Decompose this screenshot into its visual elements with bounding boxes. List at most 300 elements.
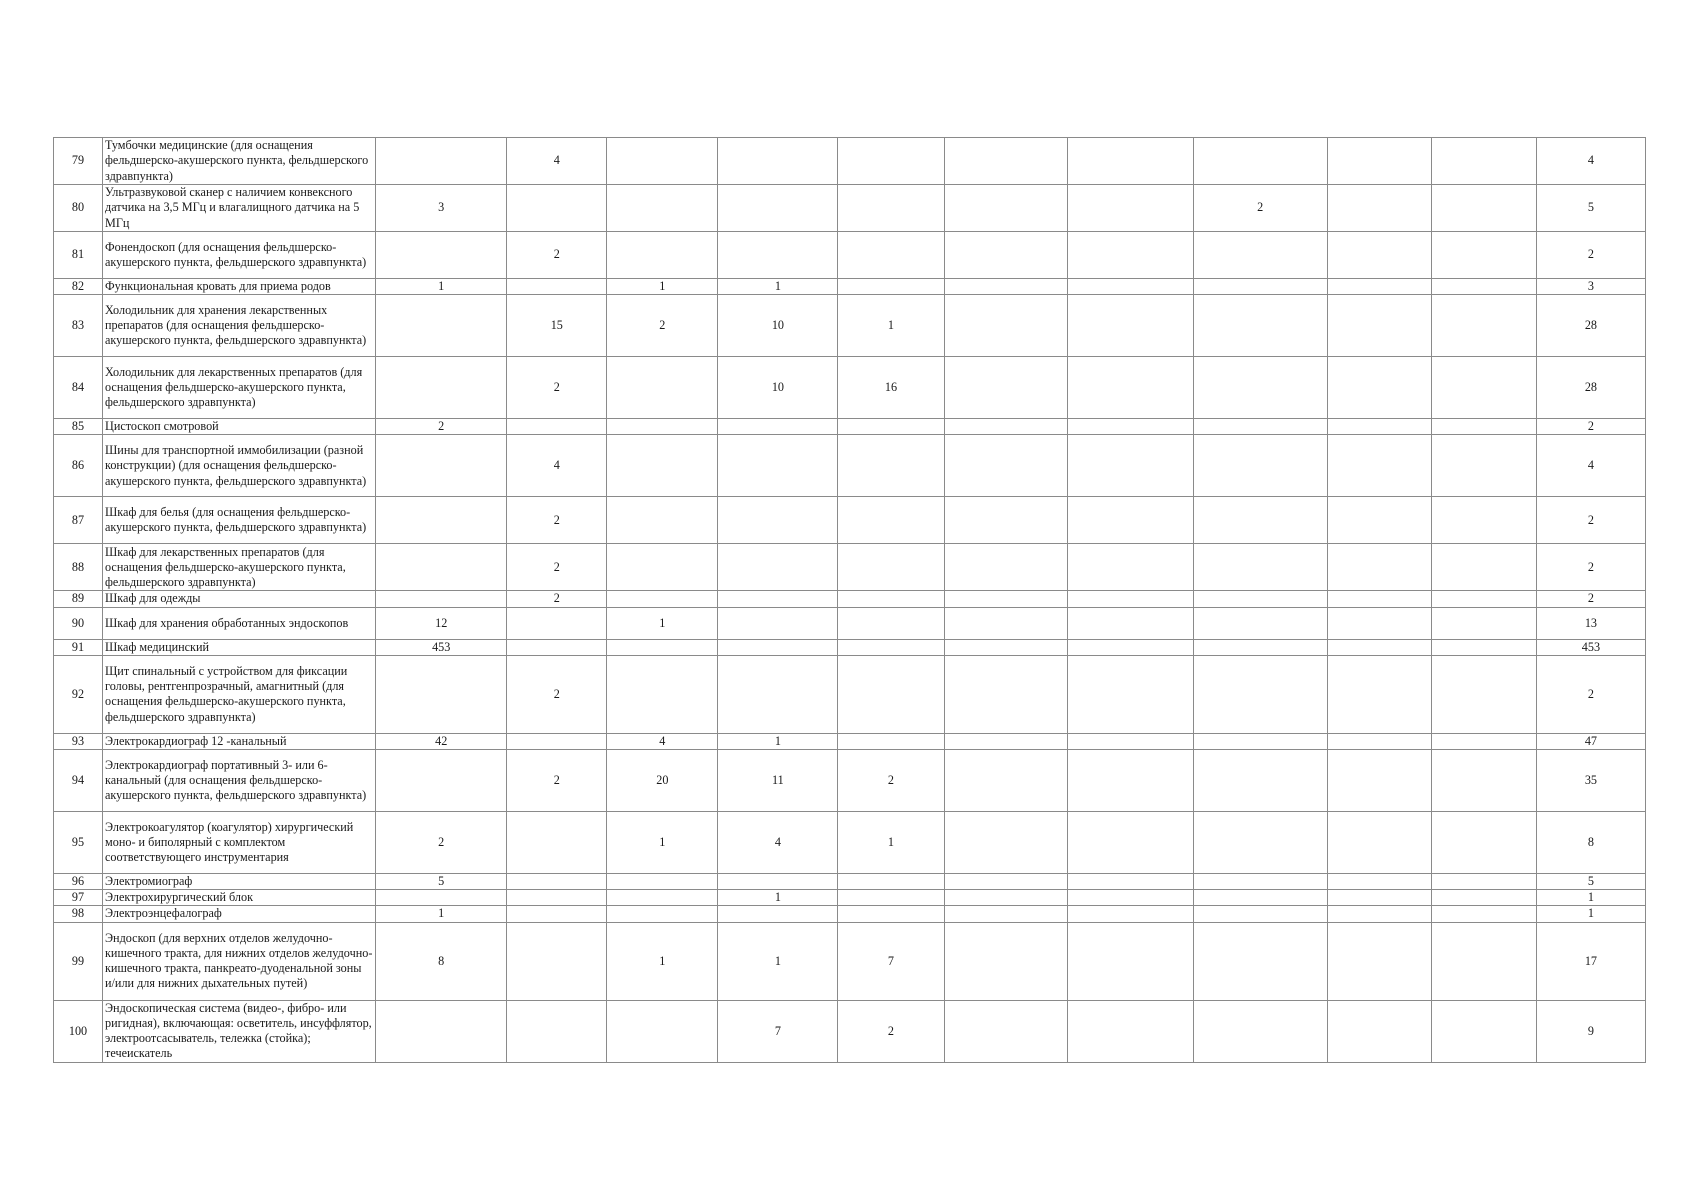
quantity-cell bbox=[1327, 138, 1431, 185]
quantity-cell bbox=[1327, 607, 1431, 639]
quantity-cell bbox=[944, 639, 1067, 655]
quantity-cell bbox=[838, 138, 944, 185]
total-cell: 1 bbox=[1536, 890, 1645, 906]
table-row bbox=[54, 232, 1646, 279]
quantity-cell bbox=[1193, 874, 1327, 890]
quantity-cell bbox=[1193, 544, 1327, 591]
quantity-cell bbox=[1431, 655, 1536, 733]
equipment-name: Шкаф для лекарственных препаратов (для оснащения фельдшерско-акушерского пункта, фельдшерского здравпункта) bbox=[103, 544, 376, 591]
quantity-cell bbox=[1193, 733, 1327, 749]
table-row bbox=[54, 357, 1646, 419]
total-cell: 8 bbox=[1536, 812, 1645, 874]
quantity-cell bbox=[1067, 733, 1193, 749]
quantity-cell bbox=[1067, 1000, 1193, 1062]
quantity-cell bbox=[1193, 1000, 1327, 1062]
total-cell: 2 bbox=[1536, 419, 1645, 435]
equipment-name: Цистоскоп смотровой bbox=[103, 419, 376, 435]
row-number: 92 bbox=[54, 655, 103, 733]
row-number: 90 bbox=[54, 607, 103, 639]
quantity-cell bbox=[944, 295, 1067, 357]
quantity-cell: 1 bbox=[718, 279, 838, 295]
quantity-cell bbox=[1067, 544, 1193, 591]
quantity-cell bbox=[1431, 1000, 1536, 1062]
quantity-cell bbox=[376, 544, 507, 591]
quantity-cell: 2 bbox=[507, 591, 607, 607]
quantity-cell bbox=[838, 419, 944, 435]
quantity-cell bbox=[718, 185, 838, 232]
quantity-cell bbox=[1067, 138, 1193, 185]
quantity-cell: 10 bbox=[718, 357, 838, 419]
quantity-cell: 42 bbox=[376, 733, 507, 749]
quantity-cell bbox=[607, 890, 718, 906]
quantity-cell bbox=[376, 232, 507, 279]
row-number: 100 bbox=[54, 1000, 103, 1062]
quantity-cell bbox=[1327, 185, 1431, 232]
quantity-cell bbox=[1327, 279, 1431, 295]
quantity-cell bbox=[507, 279, 607, 295]
equipment-name: Холодильник для лекарственных препаратов (для оснащения фельдшерско-акушерского пункта, фельдшерского здравпункта) bbox=[103, 357, 376, 419]
quantity-cell bbox=[1431, 639, 1536, 655]
quantity-cell bbox=[1067, 890, 1193, 906]
quantity-cell: 4 bbox=[607, 733, 718, 749]
quantity-cell bbox=[607, 906, 718, 922]
quantity-cell bbox=[1431, 419, 1536, 435]
table-row bbox=[54, 185, 1646, 232]
quantity-cell bbox=[718, 497, 838, 544]
quantity-cell bbox=[1193, 591, 1327, 607]
quantity-cell bbox=[718, 639, 838, 655]
quantity-cell bbox=[1327, 232, 1431, 279]
quantity-cell bbox=[1431, 544, 1536, 591]
quantity-cell: 4 bbox=[507, 138, 607, 185]
table-row bbox=[54, 733, 1646, 749]
total-cell: 4 bbox=[1536, 138, 1645, 185]
row-number: 83 bbox=[54, 295, 103, 357]
quantity-cell bbox=[944, 435, 1067, 497]
quantity-cell bbox=[1067, 607, 1193, 639]
table-row bbox=[54, 874, 1646, 890]
quantity-cell bbox=[1431, 232, 1536, 279]
quantity-cell bbox=[1431, 357, 1536, 419]
quantity-cell bbox=[507, 922, 607, 1000]
quantity-cell bbox=[944, 279, 1067, 295]
quantity-cell bbox=[1067, 497, 1193, 544]
quantity-cell: 2 bbox=[376, 419, 507, 435]
quantity-cell: 2 bbox=[507, 357, 607, 419]
row-number: 88 bbox=[54, 544, 103, 591]
total-cell: 47 bbox=[1536, 733, 1645, 749]
quantity-cell bbox=[1193, 812, 1327, 874]
quantity-cell: 1 bbox=[838, 295, 944, 357]
equipment-name: Шкаф для хранения обработанных эндоскопов bbox=[103, 607, 376, 639]
total-cell: 2 bbox=[1536, 655, 1645, 733]
total-cell: 5 bbox=[1536, 185, 1645, 232]
row-number: 84 bbox=[54, 357, 103, 419]
row-number: 85 bbox=[54, 419, 103, 435]
quantity-cell bbox=[1327, 922, 1431, 1000]
total-cell: 17 bbox=[1536, 922, 1645, 1000]
quantity-cell bbox=[944, 497, 1067, 544]
quantity-cell bbox=[1193, 922, 1327, 1000]
quantity-cell bbox=[1193, 890, 1327, 906]
quantity-cell bbox=[718, 138, 838, 185]
quantity-cell bbox=[1067, 750, 1193, 812]
quantity-cell bbox=[944, 733, 1067, 749]
quantity-cell bbox=[838, 906, 944, 922]
quantity-cell bbox=[507, 639, 607, 655]
quantity-cell bbox=[944, 185, 1067, 232]
quantity-cell bbox=[1327, 1000, 1431, 1062]
row-number: 97 bbox=[54, 890, 103, 906]
quantity-cell bbox=[607, 185, 718, 232]
row-number: 80 bbox=[54, 185, 103, 232]
total-cell: 2 bbox=[1536, 591, 1645, 607]
quantity-cell bbox=[1327, 435, 1431, 497]
quantity-cell bbox=[1193, 279, 1327, 295]
quantity-cell: 2 bbox=[838, 1000, 944, 1062]
equipment-table bbox=[53, 137, 1646, 1063]
quantity-cell: 453 bbox=[376, 639, 507, 655]
row-number: 98 bbox=[54, 906, 103, 922]
quantity-cell bbox=[944, 419, 1067, 435]
quantity-cell bbox=[944, 750, 1067, 812]
quantity-cell: 1 bbox=[376, 906, 507, 922]
quantity-cell bbox=[1193, 639, 1327, 655]
quantity-cell bbox=[838, 607, 944, 639]
total-cell: 28 bbox=[1536, 295, 1645, 357]
quantity-cell bbox=[1431, 279, 1536, 295]
quantity-cell bbox=[607, 655, 718, 733]
quantity-cell bbox=[944, 138, 1067, 185]
quantity-cell bbox=[1193, 655, 1327, 733]
quantity-cell bbox=[1327, 295, 1431, 357]
equipment-name: Электрокоагулятор (коагулятор) хирургический моно- и биполярный с комплектом соответствующего инструментария bbox=[103, 812, 376, 874]
quantity-cell bbox=[838, 639, 944, 655]
quantity-cell bbox=[607, 357, 718, 419]
quantity-cell bbox=[507, 185, 607, 232]
quantity-cell bbox=[607, 138, 718, 185]
quantity-cell bbox=[1193, 435, 1327, 497]
table-row bbox=[54, 639, 1646, 655]
quantity-cell bbox=[607, 232, 718, 279]
quantity-cell bbox=[376, 138, 507, 185]
quantity-cell bbox=[1193, 419, 1327, 435]
quantity-cell bbox=[1067, 639, 1193, 655]
quantity-cell: 1 bbox=[718, 890, 838, 906]
quantity-cell: 7 bbox=[718, 1000, 838, 1062]
quantity-cell bbox=[944, 890, 1067, 906]
quantity-cell bbox=[1327, 906, 1431, 922]
quantity-cell: 1 bbox=[607, 812, 718, 874]
quantity-cell bbox=[1327, 639, 1431, 655]
quantity-cell bbox=[1327, 357, 1431, 419]
quantity-cell bbox=[607, 874, 718, 890]
quantity-cell: 5 bbox=[376, 874, 507, 890]
quantity-cell bbox=[718, 232, 838, 279]
quantity-cell bbox=[838, 874, 944, 890]
table-row bbox=[54, 591, 1646, 607]
quantity-cell bbox=[1067, 906, 1193, 922]
quantity-cell bbox=[718, 544, 838, 591]
quantity-cell bbox=[838, 279, 944, 295]
quantity-cell: 2 bbox=[507, 232, 607, 279]
quantity-cell bbox=[1327, 591, 1431, 607]
quantity-cell bbox=[944, 906, 1067, 922]
equipment-name: Шины для транспортной иммобилизации (разной конструкции) (для оснащения фельдшерско-акушерского пункта, фельдшерского здравпункта) bbox=[103, 435, 376, 497]
table-row bbox=[54, 497, 1646, 544]
quantity-cell bbox=[718, 591, 838, 607]
quantity-cell bbox=[1067, 591, 1193, 607]
quantity-cell bbox=[607, 544, 718, 591]
equipment-name: Щит спинальный с устройством для фиксации головы, рентгенпрозрачный, амагнитный (для оснащения фельдшерско-акушерского пункта, фельдшерского здравпункта) bbox=[103, 655, 376, 733]
quantity-cell bbox=[607, 435, 718, 497]
table-row bbox=[54, 419, 1646, 435]
quantity-cell bbox=[1327, 544, 1431, 591]
quantity-cell bbox=[507, 890, 607, 906]
quantity-cell bbox=[1067, 419, 1193, 435]
equipment-name: Ультразвуковой сканер с наличием конвексного датчика на 3,5 МГц и влагалищного датчика на 5 МГц bbox=[103, 185, 376, 232]
quantity-cell bbox=[838, 890, 944, 906]
total-cell: 9 bbox=[1536, 1000, 1645, 1062]
quantity-cell bbox=[838, 544, 944, 591]
quantity-cell: 1 bbox=[718, 922, 838, 1000]
quantity-cell: 2 bbox=[507, 750, 607, 812]
quantity-cell bbox=[1067, 874, 1193, 890]
table-row bbox=[54, 890, 1646, 906]
quantity-cell bbox=[944, 607, 1067, 639]
row-number: 99 bbox=[54, 922, 103, 1000]
quantity-cell bbox=[1193, 607, 1327, 639]
quantity-cell bbox=[838, 591, 944, 607]
quantity-cell bbox=[1067, 655, 1193, 733]
table-body bbox=[54, 138, 1646, 1063]
quantity-cell bbox=[1431, 591, 1536, 607]
quantity-cell bbox=[1431, 435, 1536, 497]
quantity-cell bbox=[944, 544, 1067, 591]
quantity-cell bbox=[944, 874, 1067, 890]
quantity-cell bbox=[1067, 295, 1193, 357]
row-number: 95 bbox=[54, 812, 103, 874]
quantity-cell bbox=[718, 419, 838, 435]
quantity-cell: 2 bbox=[507, 544, 607, 591]
equipment-name: Электрокардиограф портативный 3- или 6-канальный (для оснащения фельдшерско-акушерского пункта, фельдшерского здравпункта) bbox=[103, 750, 376, 812]
quantity-cell: 15 bbox=[507, 295, 607, 357]
row-number: 82 bbox=[54, 279, 103, 295]
quantity-cell bbox=[944, 1000, 1067, 1062]
row-number: 79 bbox=[54, 138, 103, 185]
quantity-cell: 4 bbox=[507, 435, 607, 497]
quantity-cell bbox=[376, 890, 507, 906]
quantity-cell bbox=[1431, 906, 1536, 922]
quantity-cell: 7 bbox=[838, 922, 944, 1000]
total-cell: 2 bbox=[1536, 232, 1645, 279]
quantity-cell bbox=[1193, 357, 1327, 419]
quantity-cell bbox=[838, 733, 944, 749]
total-cell: 28 bbox=[1536, 357, 1645, 419]
quantity-cell: 1 bbox=[376, 279, 507, 295]
quantity-cell bbox=[1431, 874, 1536, 890]
quantity-cell bbox=[944, 812, 1067, 874]
total-cell: 3 bbox=[1536, 279, 1645, 295]
table-row bbox=[54, 655, 1646, 733]
quantity-cell bbox=[838, 497, 944, 544]
quantity-cell bbox=[376, 497, 507, 544]
quantity-cell: 2 bbox=[376, 812, 507, 874]
table-row bbox=[54, 750, 1646, 812]
quantity-cell bbox=[944, 591, 1067, 607]
quantity-cell bbox=[607, 497, 718, 544]
quantity-cell: 2 bbox=[507, 497, 607, 544]
quantity-cell bbox=[838, 185, 944, 232]
equipment-name: Электрокардиограф 12 -канальный bbox=[103, 733, 376, 749]
table-row bbox=[54, 607, 1646, 639]
row-number: 94 bbox=[54, 750, 103, 812]
quantity-cell bbox=[1067, 435, 1193, 497]
total-cell: 4 bbox=[1536, 435, 1645, 497]
quantity-cell bbox=[376, 435, 507, 497]
quantity-cell bbox=[1431, 497, 1536, 544]
row-number: 89 bbox=[54, 591, 103, 607]
equipment-name: Электрохирургический блок bbox=[103, 890, 376, 906]
quantity-cell bbox=[1431, 607, 1536, 639]
quantity-cell bbox=[718, 607, 838, 639]
quantity-cell: 3 bbox=[376, 185, 507, 232]
quantity-cell bbox=[1431, 185, 1536, 232]
quantity-cell bbox=[838, 435, 944, 497]
quantity-cell bbox=[718, 655, 838, 733]
quantity-cell bbox=[1193, 232, 1327, 279]
quantity-cell bbox=[1327, 890, 1431, 906]
quantity-cell bbox=[1431, 733, 1536, 749]
table-row bbox=[54, 138, 1646, 185]
quantity-cell bbox=[1067, 185, 1193, 232]
quantity-cell bbox=[1431, 750, 1536, 812]
quantity-cell bbox=[1193, 906, 1327, 922]
quantity-cell bbox=[376, 655, 507, 733]
table-row bbox=[54, 295, 1646, 357]
quantity-cell: 2 bbox=[607, 295, 718, 357]
quantity-cell: 10 bbox=[718, 295, 838, 357]
quantity-cell bbox=[1327, 497, 1431, 544]
quantity-cell bbox=[1193, 138, 1327, 185]
quantity-cell bbox=[1067, 279, 1193, 295]
table-row bbox=[54, 279, 1646, 295]
quantity-cell bbox=[507, 419, 607, 435]
quantity-cell: 16 bbox=[838, 357, 944, 419]
equipment-name: Шкаф медицинский bbox=[103, 639, 376, 655]
equipment-name: Тумбочки медицинские (для оснащения фельдшерско-акушерского пункта, фельдшерского здравпункта) bbox=[103, 138, 376, 185]
quantity-cell bbox=[507, 733, 607, 749]
quantity-cell bbox=[1193, 750, 1327, 812]
equipment-name: Эндоскоп (для верхних отделов желудочно-кишечного тракта, для нижних отделов желудочно-кишечного тракта, панкреато-дуоденальной зоны и/или для нижних дыхательных путей) bbox=[103, 922, 376, 1000]
quantity-cell bbox=[1327, 812, 1431, 874]
table-row bbox=[54, 812, 1646, 874]
quantity-cell: 1 bbox=[607, 922, 718, 1000]
quantity-cell bbox=[718, 435, 838, 497]
quantity-cell: 1 bbox=[838, 812, 944, 874]
quantity-cell bbox=[376, 591, 507, 607]
quantity-cell bbox=[607, 1000, 718, 1062]
quantity-cell bbox=[1327, 655, 1431, 733]
quantity-cell bbox=[507, 607, 607, 639]
quantity-cell bbox=[376, 750, 507, 812]
quantity-cell bbox=[1431, 295, 1536, 357]
quantity-cell bbox=[944, 232, 1067, 279]
equipment-name: Шкаф для одежды bbox=[103, 591, 376, 607]
quantity-cell: 1 bbox=[718, 733, 838, 749]
quantity-cell bbox=[1193, 497, 1327, 544]
equipment-name: Электроэнцефалограф bbox=[103, 906, 376, 922]
total-cell: 1 bbox=[1536, 906, 1645, 922]
total-cell: 2 bbox=[1536, 544, 1645, 591]
quantity-cell: 12 bbox=[376, 607, 507, 639]
quantity-cell bbox=[1327, 750, 1431, 812]
quantity-cell bbox=[507, 906, 607, 922]
quantity-cell: 1 bbox=[607, 607, 718, 639]
equipment-name: Эндоскопическая система (видео-, фибро- или ригидная), включающая: осветитель, инсуффлятор, электроотсасыватель, тележка (стойка); течеискатель bbox=[103, 1000, 376, 1062]
quantity-cell bbox=[1431, 812, 1536, 874]
quantity-cell bbox=[1431, 890, 1536, 906]
quantity-cell bbox=[1193, 295, 1327, 357]
quantity-cell bbox=[607, 639, 718, 655]
quantity-cell bbox=[1327, 419, 1431, 435]
quantity-cell bbox=[376, 295, 507, 357]
quantity-cell bbox=[944, 655, 1067, 733]
quantity-cell: 2 bbox=[507, 655, 607, 733]
equipment-name: Фонендоскоп (для оснащения фельдшерско-акушерского пункта, фельдшерского здравпункта) bbox=[103, 232, 376, 279]
quantity-cell bbox=[1327, 874, 1431, 890]
row-number: 81 bbox=[54, 232, 103, 279]
table-row bbox=[54, 435, 1646, 497]
table-row bbox=[54, 544, 1646, 591]
quantity-cell bbox=[718, 906, 838, 922]
row-number: 96 bbox=[54, 874, 103, 890]
quantity-cell: 4 bbox=[718, 812, 838, 874]
quantity-cell bbox=[1067, 357, 1193, 419]
total-cell: 35 bbox=[1536, 750, 1645, 812]
table-row bbox=[54, 1000, 1646, 1062]
quantity-cell: 20 bbox=[607, 750, 718, 812]
table-row bbox=[54, 922, 1646, 1000]
quantity-cell bbox=[1067, 922, 1193, 1000]
total-cell: 453 bbox=[1536, 639, 1645, 655]
equipment-name: Шкаф для белья (для оснащения фельдшерско-акушерского пункта, фельдшерского здравпункта) bbox=[103, 497, 376, 544]
quantity-cell bbox=[1067, 232, 1193, 279]
equipment-name: Функциональная кровать для приема родов bbox=[103, 279, 376, 295]
total-cell: 5 bbox=[1536, 874, 1645, 890]
quantity-cell bbox=[607, 419, 718, 435]
quantity-cell: 8 bbox=[376, 922, 507, 1000]
quantity-cell bbox=[507, 812, 607, 874]
quantity-cell: 2 bbox=[838, 750, 944, 812]
row-number: 93 bbox=[54, 733, 103, 749]
quantity-cell: 2 bbox=[1193, 185, 1327, 232]
quantity-cell bbox=[838, 655, 944, 733]
quantity-cell bbox=[1067, 812, 1193, 874]
quantity-cell bbox=[718, 874, 838, 890]
total-cell: 2 bbox=[1536, 497, 1645, 544]
equipment-name: Электромиограф bbox=[103, 874, 376, 890]
total-cell: 13 bbox=[1536, 607, 1645, 639]
quantity-cell bbox=[944, 357, 1067, 419]
quantity-cell: 11 bbox=[718, 750, 838, 812]
quantity-cell bbox=[1327, 733, 1431, 749]
quantity-cell bbox=[376, 1000, 507, 1062]
equipment-name: Холодильник для хранения лекарственных препаратов (для оснащения фельдшерско-акушерского пункта, фельдшерского здравпункта) bbox=[103, 295, 376, 357]
quantity-cell bbox=[838, 232, 944, 279]
quantity-cell: 1 bbox=[607, 279, 718, 295]
quantity-cell bbox=[376, 357, 507, 419]
